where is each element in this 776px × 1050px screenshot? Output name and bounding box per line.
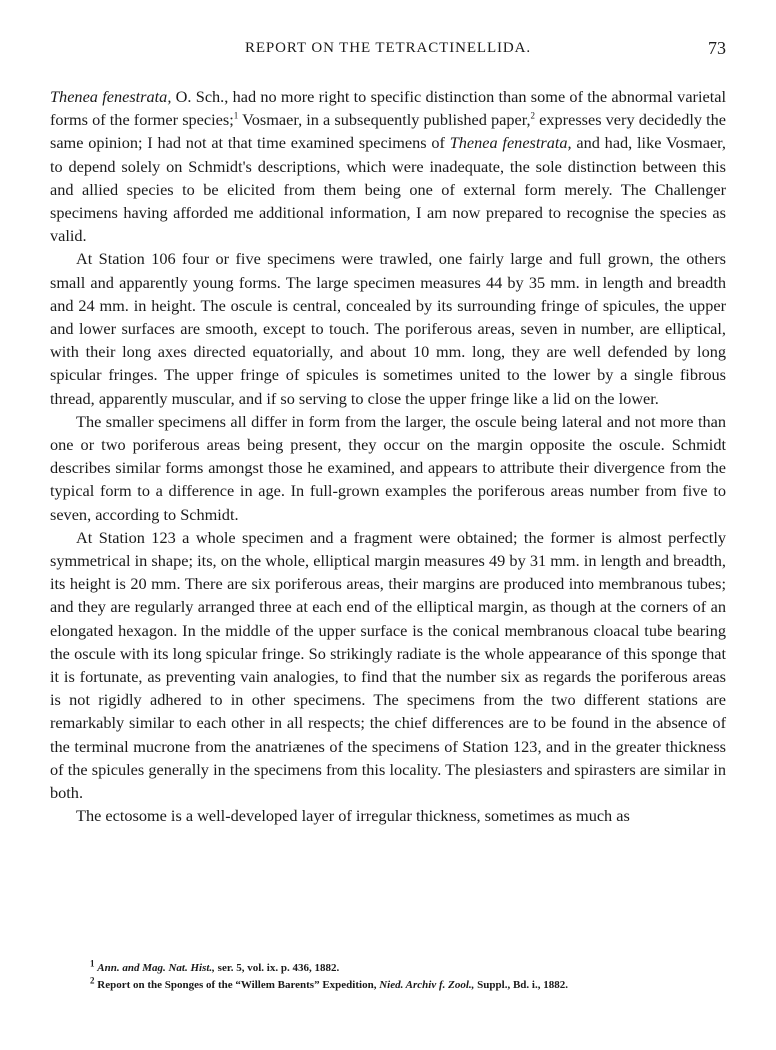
text-run: The ectosome is a well-developed layer of irregular thickness, sometimes as much as [76, 806, 630, 826]
footnote-marker: 2 [530, 110, 536, 121]
text-run: At Station 106 four or five specimens were trawled, one fairly large and full grown, the others small and apparently young forms. The large specimen measures 44 by 35 mm. in length and breadth and 24 mm. in height. The oscule is central, concealed by its surrounding fringe of spicules, the upper and lower surfaces are smooth, except to touch. The poriferous areas, seven in number, are elliptical, with their long axes directed equatorially, and about 10 mm. long, they are well defended by long spicular fringes. The upper fringe of spicules is sometimes united to the lower by a single fibrous thread, apparently muscular, and if so serving to close the upper fringe like a lid on the lower. [50, 249, 726, 408]
italic-text: Ann. and Mag. Nat. Hist., [97, 962, 215, 974]
running-title: REPORT ON THE TETRACTINELLIDA. [244, 40, 532, 56]
text-run: O. Sch., had no more right to specific distinction than some of the abnormal varietal forms of the former species; [50, 87, 726, 130]
footnote-2 [50, 977, 726, 994]
paragraph-station-123 [50, 526, 726, 804]
italic-text: Thenea fenestrata, [50, 87, 172, 106]
paragraph-station-106 [50, 247, 726, 409]
paragraph-continued [50, 85, 726, 247]
page-number: 73 [708, 38, 726, 58]
footnote-number: 2 [90, 975, 95, 986]
text-run: At Station 123 a whole specimen and a fragment were obtained; the former is almost perfectly symmetrical in shape; its, on the whole, elliptical margin measures 49 by 31 mm. in length and breadth, its height is 20 mm. There are six poriferous areas, their margins are produced into membranous tubes; and they are regularly arranged three at each end of the elliptical margin, as though at the corners of an elongated hexagon. In the middle of the upper surface is the conical membranous cloacal tube bearing the oscule with its long spicular fringe. So strikingly radiate is the whole appearance of this sponge that it is fortunate, as preventing vain analogies, to find that the number six as regards the poriferous areas is not rigidly adhered to in other specimens. The specimens from the two different stations are remarkably similar to each other in all respects; the chief differences are to be found in the absence of the terminal mucrone from the anatriænes of the specimens of Station 123, and in the greater thickness of the spicules generally in the specimens from this locality. The plesiasters and spirasters are similar in both. [50, 527, 726, 803]
text-run: and had, like Vosmaer, to depend solely on Schmidt's descriptions, which were inadequate, the sole distinction between this and allied species to be elicited from them being one of external form merely. The Challenger specimens having afforded me additional information, I am now prepared to recognise the species as valid. [50, 133, 727, 246]
text-run: The smaller specimens all differ in form from the larger, the oscule being lateral and not more than one or two poriferous areas being present, they occur on the margin opposite the oscule. Schmidt describes similar forms amongst those he examined, and appears to attribute their divergence from the typical form to a difference in age. In full-grown examples the poriferous areas number from five to seven, according to Schmidt. [50, 411, 726, 524]
paragraph-ectosome [50, 804, 726, 827]
footnote-number: 1 [90, 958, 95, 969]
text-run: expresses very decidedly the same opinion; I had not at that time examined specimens of [50, 110, 727, 153]
footnote-marker: 1 [233, 110, 239, 121]
italic-text: Thenea fenestrata, [449, 133, 572, 153]
italic-text: Nied. Archiv f. Zool., [379, 979, 475, 991]
text-run: Report on the Sponges of the “Willem Barents” Expedition, [97, 979, 380, 991]
body-text [50, 85, 726, 828]
text-run: Suppl., Bd. i., 1882. [474, 979, 568, 991]
footnote-1 [50, 960, 726, 977]
paragraph-smaller-specimens [50, 410, 726, 526]
footnotes [50, 960, 726, 994]
text-run: ser. 5, vol. ix. p. 436, 1882. [214, 962, 340, 974]
text-run: Vosmaer, in a subsequently published paper, [238, 110, 531, 130]
running-header [50, 40, 726, 62]
